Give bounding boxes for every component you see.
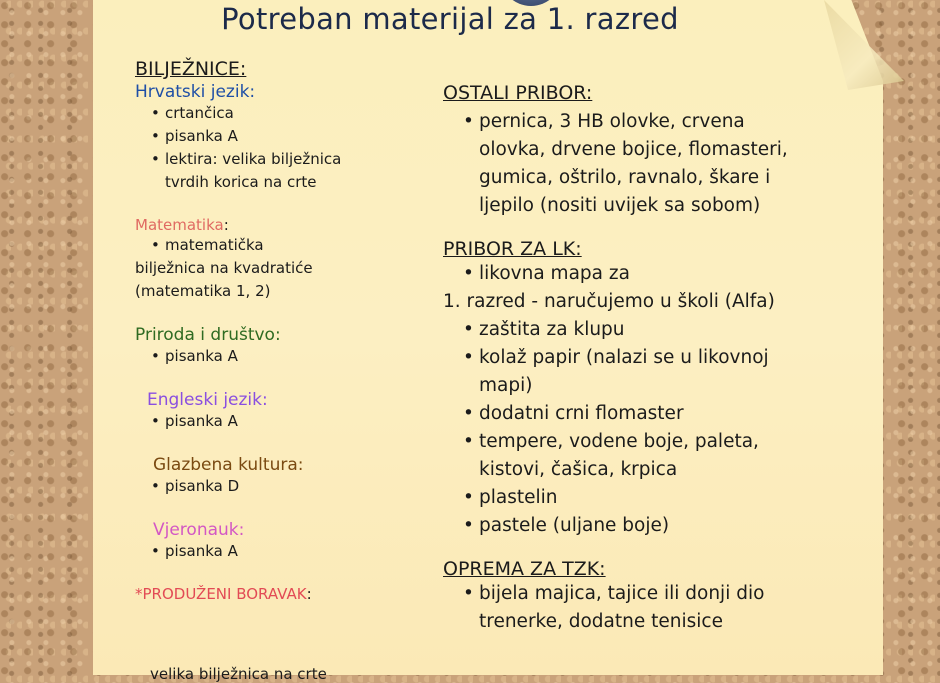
list-item: • pernica, 3 HB olovke, crvena (443, 108, 843, 136)
list-item: • zaštita za klupu (443, 316, 843, 344)
list-item-continuation: bilježnica na kvadratiće (135, 259, 313, 277)
tzk-heading: OPREMA ZA TZK: (443, 558, 606, 580)
vjeronauk-list (135, 540, 425, 563)
hrvatski-label: Hrvatski jezik: (135, 82, 256, 102)
matematika-colon: : (223, 216, 229, 234)
list-item-continuation: mapi) (479, 375, 533, 396)
vjeronauk-block (135, 520, 425, 563)
vjeronauk-label: Vjeronauk: (153, 520, 245, 540)
list-item: • matematička (135, 234, 425, 257)
produzeni-label-text: *PRODUŽENI BORAVAK (135, 585, 307, 603)
list-item: • lektira: velika bilježnica (135, 148, 425, 171)
matematika-list (135, 234, 425, 303)
glazbena-label: Glazbena kultura: (153, 455, 304, 475)
priroda-label: Priroda i društvo: (135, 325, 281, 345)
list-item: • plastelin (443, 484, 843, 512)
left-column (135, 58, 425, 603)
priroda-list (135, 345, 425, 368)
list-item: • pastele (uljane boje) (443, 512, 843, 540)
list-item: • pisanka A (135, 345, 425, 368)
engleski-block (135, 390, 425, 433)
lk-heading: PRIBOR ZA LK: (443, 238, 582, 260)
list-item: • pisanka A (135, 125, 425, 148)
hrvatski-list (135, 102, 425, 194)
ostali-list (443, 108, 843, 220)
list-item: • dodatni crni flomaster (443, 400, 843, 428)
list-item: • pisanka A (135, 540, 425, 563)
list-item: • pisanka A (135, 410, 425, 433)
lk-block (443, 238, 843, 540)
list-item-continuation: olovka, drvene bojice, flomasteri, (479, 139, 788, 160)
matematika-block (135, 216, 425, 303)
glazbena-list (135, 475, 425, 498)
list-item-continuation: ljepilo (nositi uvijek sa sobom) (479, 195, 761, 216)
list-item-continuation: 1. razred - naručujemo u školi (Alfa) (443, 291, 775, 312)
list-item-continuation: (matematika 1, 2) (135, 282, 271, 300)
tzk-block (443, 558, 843, 636)
list-item: • pisanka D (135, 475, 425, 498)
glazbena-block (135, 455, 425, 498)
produzeni-label (135, 585, 425, 603)
right-column (443, 82, 843, 636)
priroda-block (135, 325, 425, 368)
list-item: • kolaž papir (nalazi se u likovnoj (443, 344, 843, 372)
list-item: • bijela majica, tajice ili donji dio (443, 580, 843, 608)
list-item-continuation: gumica, oštrilo, ravnalo, škare i (479, 167, 771, 188)
matematika-label (135, 216, 425, 234)
engleski-list (135, 410, 425, 433)
list-item-continuation: trenerke, dodatne tenisice (479, 611, 723, 632)
list-item: • crtančica (135, 102, 425, 125)
produzeni-colon: : (306, 585, 312, 603)
list-item: • tempere, vodene boje, paleta, (443, 428, 843, 456)
engleski-label: Engleski jezik: (147, 390, 268, 410)
list-item-continuation: kistovi, čašica, krpica (479, 459, 678, 480)
list-item: • likovna mapa za (443, 260, 843, 288)
produzeni-block (135, 585, 425, 603)
matematika-label-text: Matematika (135, 216, 224, 234)
biljeznice-heading: BILJEŽNICE: (135, 58, 247, 80)
page-title: Potreban materijal za 1. razred (221, 2, 679, 36)
produzeni-cut-line: velika bilježnica na crte (150, 665, 327, 683)
ostali-heading: OSTALI PRIBOR: (443, 82, 593, 104)
list-item-continuation: tvrdih korica na crte (165, 173, 317, 191)
